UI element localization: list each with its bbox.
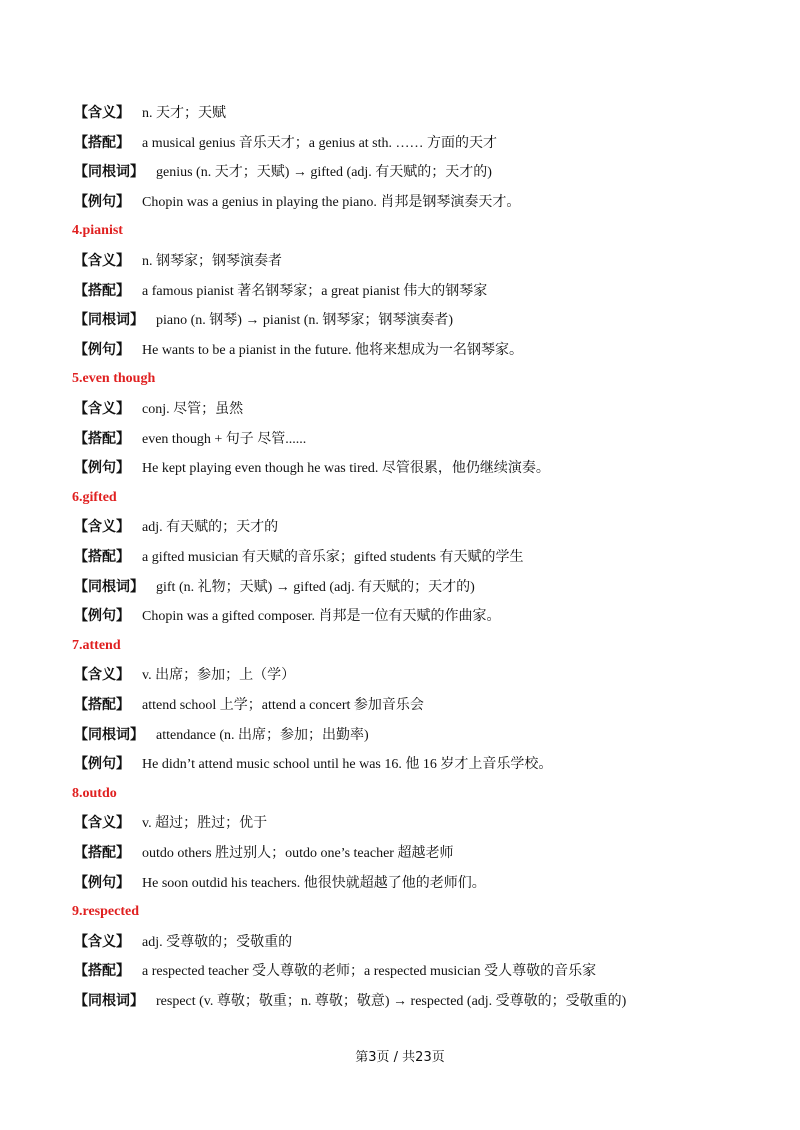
entry-label: 【搭配】 [74, 845, 130, 861]
entry-line [74, 428, 760, 450]
entry-line [74, 339, 760, 361]
entry-label: 【含义】 [74, 253, 130, 269]
entry-line [74, 102, 760, 124]
word-heading: 4.pianist [72, 223, 123, 238]
entry-line [74, 990, 760, 1012]
entry-line [74, 872, 760, 894]
entry-text: Chopin was a genius in playing the piano. 肖邦是钢琴演奏天才。 [142, 195, 521, 210]
entry-line [74, 457, 760, 479]
entry-label: 【含义】 [74, 667, 130, 683]
entry-text: genius (n. 天才；天赋) → gifted (adj. 有天赋的；天才的) [156, 165, 492, 180]
entry-label: 【例句】 [74, 875, 130, 891]
word-heading: 7.attend [72, 638, 121, 653]
entry-label: 【例句】 [74, 460, 130, 476]
entry-text: adj. 受尊敬的；受敬重的 [142, 935, 293, 950]
entry-text: He wants to be a pianist in the future. 他将来想成为一名钢琴家。 [142, 343, 524, 358]
entry-text: Chopin was a gifted composer. 肖邦是一位有天赋的作曲家。 [142, 609, 501, 624]
entry-label: 【例句】 [74, 756, 130, 772]
entry-text: a gifted musician 有天赋的音乐家；gifted students 有天赋的学生 [142, 550, 524, 565]
entry-text: v. 超过；胜过；优于 [142, 816, 268, 831]
entry-line [74, 960, 760, 982]
entry-line [74, 161, 760, 183]
entry-label: 【搭配】 [74, 431, 130, 447]
entry-text: He soon outdid his teachers. 他很快就超越了他的老师们。 [142, 876, 486, 891]
entry-text: outdo others 胜过别人；outdo one’s teacher 超越老师 [142, 846, 454, 861]
word-heading: 9.respected [72, 904, 139, 919]
entry-label: 【例句】 [74, 608, 130, 624]
entry-label: 【同根词】 [74, 993, 144, 1009]
entry-line [74, 724, 760, 746]
entry-line [74, 191, 760, 213]
entry-line [74, 664, 760, 686]
entry-label: 【含义】 [74, 815, 130, 831]
page-footer: 第3页 / 共23页 [355, 1050, 445, 1065]
entry-text: conj. 尽管；虽然 [142, 402, 244, 417]
entry-label: 【同根词】 [74, 727, 144, 743]
entry-label: 【含义】 [74, 519, 130, 535]
word-heading: 8.outdo [72, 786, 117, 801]
entry-label: 【搭配】 [74, 697, 130, 713]
entry-line [74, 516, 760, 538]
entry-label: 【含义】 [74, 934, 130, 950]
entry-line [74, 576, 760, 598]
entry-label: 【搭配】 [74, 135, 130, 151]
entry-text: attendance (n. 出席；参加；出勤率) [156, 728, 369, 743]
entry-label: 【搭配】 [74, 283, 130, 299]
entry-label: 【搭配】 [74, 963, 130, 979]
entry-text: n. 天才；天赋 [142, 106, 226, 121]
entry-line [74, 931, 760, 953]
entry-text: gift (n. 礼物；天赋) → gifted (adj. 有天赋的；天才的) [156, 580, 475, 595]
entry-line [74, 694, 760, 716]
entry-line [74, 842, 760, 864]
entry-line [74, 132, 760, 154]
entry-label: 【例句】 [74, 194, 130, 210]
entry-line [74, 309, 760, 331]
entry-label: 【含义】 [74, 105, 130, 121]
entry-text: adj. 有天赋的；天才的 [142, 520, 279, 535]
entry-line [74, 546, 760, 568]
entry-line [74, 280, 760, 302]
entry-label: 【同根词】 [74, 312, 144, 328]
entry-label: 【同根词】 [74, 164, 144, 180]
entry-line [74, 812, 760, 834]
entry-label: 【例句】 [74, 342, 130, 358]
entry-text: a famous pianist 著名钢琴家；a great pianist 伟大的钢琴家 [142, 284, 488, 299]
entry-text: attend school 上学；attend a concert 参加音乐会 [142, 698, 424, 713]
entry-text: respect (v. 尊敬；敬重；n. 尊敬；敬意) → respected (adj. 受尊敬的；受敬重的) [156, 994, 627, 1009]
word-heading: 5.even though [72, 371, 156, 386]
entry-line [74, 753, 760, 775]
entry-text: a musical genius 音乐天才；a genius at sth. …… 方面的天才 [142, 136, 498, 151]
entry-line [74, 250, 760, 272]
entry-label: 【搭配】 [74, 549, 130, 565]
entry-text: He kept playing even though he was tired. 尽管很累，他仍继续演奏。 [142, 461, 550, 476]
entry-line [74, 605, 760, 627]
entry-text: piano (n. 钢琴) → pianist (n. 钢琴家；钢琴演奏者) [156, 313, 454, 328]
entry-label: 【含义】 [74, 401, 130, 417]
word-heading: 6.gifted [72, 490, 117, 505]
entry-text: a respected teacher 受人尊敬的老师；a respected musician 受人尊敬的音乐家 [142, 964, 597, 979]
entry-text: even though + 句子 尽管...... [142, 432, 307, 447]
entry-label: 【同根词】 [74, 579, 144, 595]
entry-text: He didn’t attend music school until he was 16. 他 16 岁才上音乐学校。 [142, 757, 553, 772]
entry-line [74, 398, 760, 420]
entry-text: v. 出席；参加；上（学） [142, 668, 296, 683]
entry-text: n. 钢琴家；钢琴演奏者 [142, 254, 282, 269]
